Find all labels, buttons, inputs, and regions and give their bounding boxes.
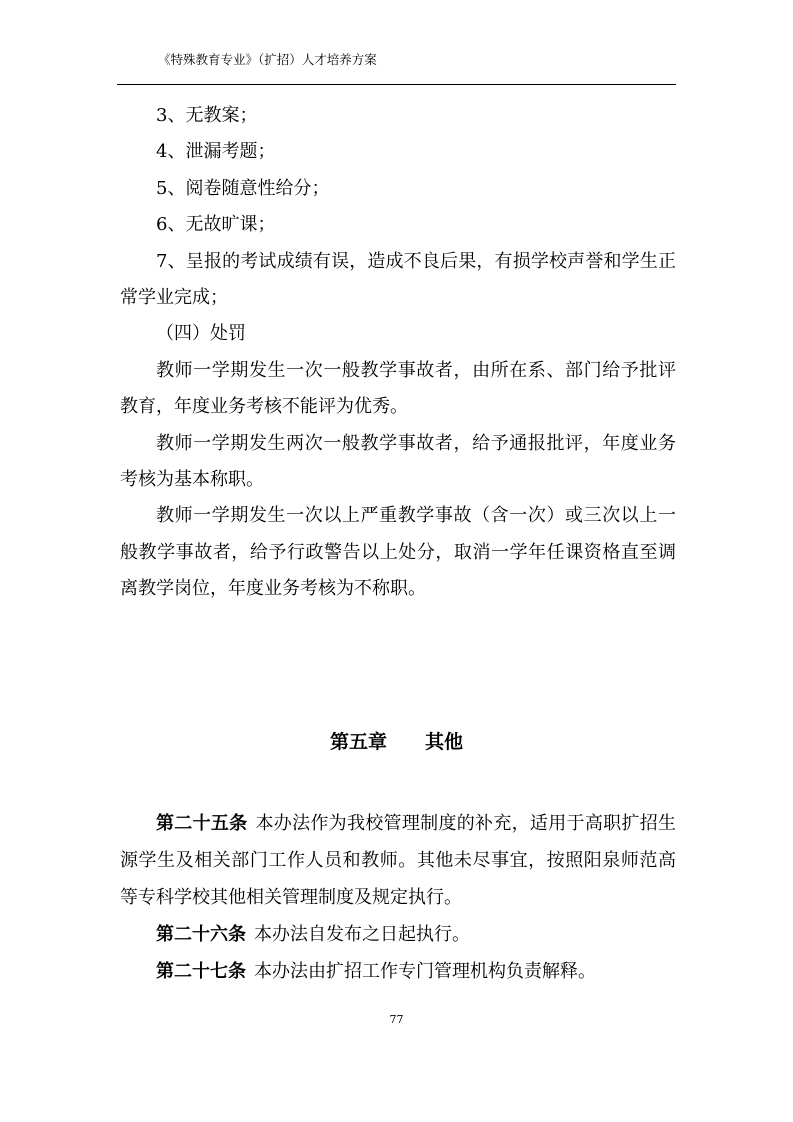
section-heading-penalty: （四）处罚 <box>156 323 246 345</box>
paragraph-item-7: 7、呈报的考试成绩有误，造成不良后果，有损学校声誉和学生正常学业完成； <box>120 250 676 309</box>
paragraph-item-3: 3、无教案； <box>156 105 258 126</box>
penalty-paragraph-3: 教师一学期发生一次以上严重教学事故（含一次）或三次以上一般教学事故者，给予行政警告以上处分，取消一学年任课资格直至调离教学岗位，年度业务考核为不称职。 <box>120 505 676 600</box>
article-label: 第二十六条 <box>156 924 246 945</box>
chapter-number: 第五章 <box>329 731 387 753</box>
body-text <box>120 98 676 608</box>
chapter-heading <box>0 724 793 760</box>
penalty-paragraph-1: 教师一学期发生一次一般教学事故者，由所在系、部门给予批评教育，年度业务考核不能评为优秀。 <box>120 359 676 418</box>
article-text: 本办法作为我校管理制度的补充，适用于高职扩招生源学生及相关部门工作人员和教师。其他未尽事宜，按照阳泉师范高等专科学校其他相关管理制度及规定执行。 <box>120 813 677 908</box>
article-text: 本办法由扩招工作专门管理机构负责解释。 <box>254 961 596 982</box>
article-25 <box>120 805 676 916</box>
article-27 <box>120 953 676 990</box>
article-label: 第二十七条 <box>156 961 246 982</box>
page-header-title: 《特殊教育专业》（扩招）人才培养方案 <box>158 52 377 67</box>
page-number: 77 <box>389 1013 404 1026</box>
article-26 <box>120 916 676 953</box>
article-text: 本办法自发布之日起执行。 <box>254 924 470 945</box>
article-label: 第二十五条 <box>156 813 248 834</box>
paragraph-item-6: 6、无故旷课； <box>156 214 276 236</box>
penalty-paragraph-2: 教师一学期发生两次一般教学事故者，给予通报批评，年度业务考核为基本称职。 <box>120 432 676 491</box>
articles-list <box>120 805 676 990</box>
paragraph-item-4: 4、泄漏考题； <box>156 141 276 163</box>
header-divider <box>117 84 676 85</box>
paragraph-item-5: 5、阅卷随意性给分； <box>156 177 330 199</box>
chapter-title: 其他 <box>425 731 464 753</box>
